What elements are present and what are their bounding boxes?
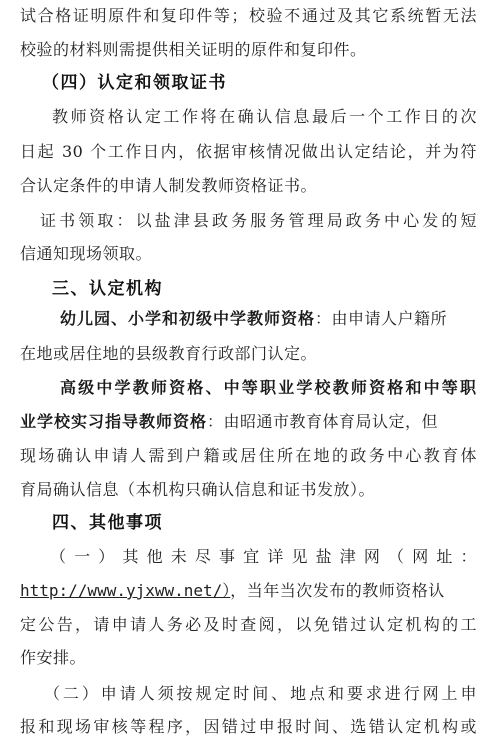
section-heading-four: （四）认定和领取证书: [42, 73, 227, 93]
body-text-line: （二）申请人须按规定时间、地点和要求进行网上申: [44, 684, 477, 703]
bold-term: 幼儿园、小学和初级中学教师资格: [60, 309, 316, 328]
body-text-line: [20, 581, 477, 601]
body-text-line: [60, 309, 477, 329]
body-text-line: 教师资格认定工作将在确认信息最后一个工作日的次: [52, 107, 477, 126]
body-text: ：由申请人户籍所: [315, 309, 448, 328]
body-text: ：由昭通市教育体育局认定，但: [207, 412, 439, 431]
body-text-line: 在地或居住地的县级教育行政部门认定。: [20, 344, 318, 363]
body-text-line: 试合格证明原件和复印件等；校验不通过及其它系统暂无法: [20, 6, 477, 25]
section-heading-three: 三、认定机构: [52, 279, 163, 299]
body-text-line: 现场确认申请人需到户籍或居住所在地的政务中心教育体: [20, 446, 477, 465]
body-text-line: 日起 30 个工作日内，依据审核情况做出认定结论，并为符: [20, 142, 477, 161]
body-text-line: 证书领取：以盐津县政务服务管理局政务中心发的短: [40, 211, 477, 230]
body-text-line: 合认定条件的申请人制发教师资格证书。: [20, 176, 318, 195]
body-text-line: （一）其他未尽事宜详见盐津网（网址：: [50, 547, 477, 566]
body-text-line: 校验的材料则需提供相关证明的原件和复印件。: [20, 40, 367, 59]
body-text-line: 信通知现场领取。: [20, 244, 153, 263]
body-text-line: 定公告，请申请人务必及时查阅，以免错过认定机构的工: [20, 615, 477, 634]
body-text: ，当年当次发布的教师资格认: [230, 581, 445, 600]
section-heading-other: 四、其他事项: [52, 513, 163, 533]
bold-text-line: 高级中学教师资格、中等职业学校教师资格和中等职: [60, 378, 477, 397]
body-text-line: 育局确认信息（本机构只确认信息和证书发放）。: [20, 480, 376, 499]
body-text-line: 报和现场审核等程序，因错过申报时间、选错认定机构或: [20, 717, 477, 736]
body-text-line: [20, 412, 477, 432]
website-link[interactable]: http://www.yjxww.net/）: [20, 581, 231, 600]
bold-term: 业学校实习指导教师资格: [20, 412, 208, 431]
body-text-line: 作安排。: [20, 648, 87, 667]
